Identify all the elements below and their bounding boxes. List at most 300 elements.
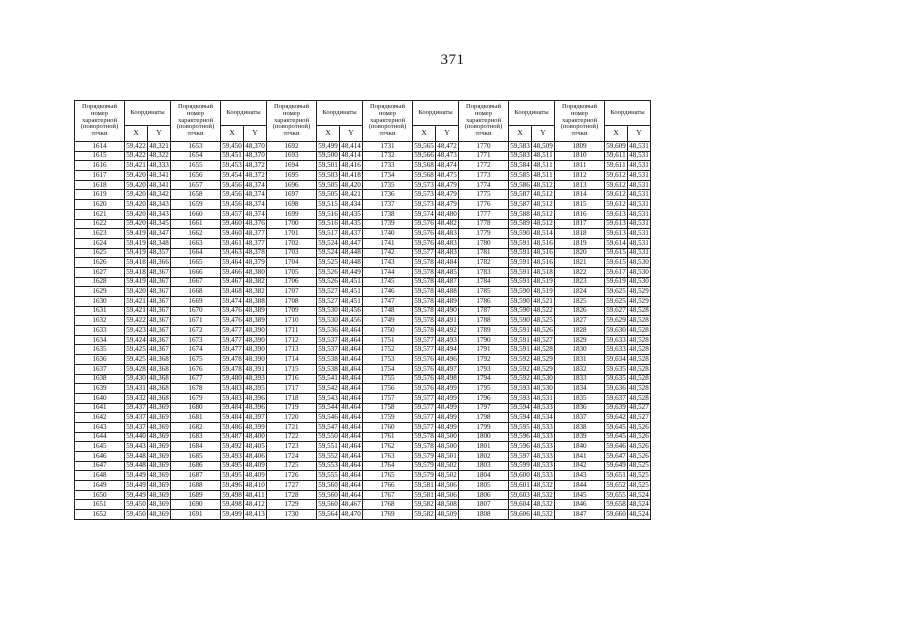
point-number-cell: 1637 [75,364,125,374]
point-number-cell: 1773 [459,171,509,181]
point-number-cell: 1632 [75,316,125,326]
y-coordinate-cell: 48,533 [533,432,553,441]
point-number-cell: 1809 [555,142,605,152]
point-number-cell: 1647 [75,461,125,471]
x-coordinate-cell: 59,573 [414,190,434,199]
point-number-cell: 1789 [459,326,509,336]
x-coordinate-cell: 59,560 [318,500,338,509]
point-number-cell: 1741 [363,238,413,248]
y-coordinate-cell: 48,532 [533,490,553,499]
y-coordinate-cell: 48,369 [149,490,169,499]
y-coordinate-cell: 48,369 [149,413,169,422]
x-coordinate-cell: 59,530 [318,316,338,325]
y-coordinate-cell: 48,374 [245,199,265,208]
y-coordinate-cell: 48,374 [245,180,265,189]
x-coordinate-cell: 59,589 [510,219,530,228]
point-number-cell: 1794 [459,374,509,384]
point-number-cell: 1842 [555,461,605,471]
coordinates-header: Координаты [317,101,363,126]
coordinates-table [74,100,651,520]
point-number-cell: 1724 [267,452,317,462]
point-number-cell: 1734 [363,171,413,181]
coordinates-header: Координаты [221,101,267,126]
x-coordinate-cell: 59,566 [414,151,434,160]
point-number-cell: 1769 [363,510,413,520]
point-number-cell: 1625 [75,248,125,258]
y-coordinate-cell: 48,531 [629,209,649,218]
x-coordinate-cell: 59,590 [510,296,530,305]
x-coordinate-cell: 59,594 [510,413,530,422]
x-axis-header: X [221,126,244,142]
point-number-cell: 1746 [363,287,413,297]
y-coordinate-cell: 48,529 [533,354,553,363]
point-number-cell: 1807 [459,500,509,510]
point-number-cell: 1643 [75,422,125,432]
point-number-cell: 1801 [459,442,509,452]
x-coordinate-cell: 59,578 [414,316,434,325]
x-coordinate-cell: 59,437 [126,403,146,412]
point-number-cell: 1631 [75,306,125,316]
point-number-cell: 1709 [267,306,317,316]
y-coordinate-cell: 48,509 [533,141,553,150]
y-coordinate-cell: 48,369 [149,403,169,412]
y-coordinate-cell: 48,322 [149,151,169,160]
point-number-cell: 1805 [459,481,509,491]
y-coordinate-cell: 48,532 [533,480,553,489]
y-coordinate-cell: 48,343 [149,209,169,218]
point-number-cell: 1694 [267,161,317,171]
y-coordinate-cell: 48,464 [341,471,361,480]
x-coordinate-cell: 59,596 [510,432,530,441]
x-coordinate-cell: 59,565 [414,141,434,150]
x-coordinate-cell: 59,613 [606,228,626,237]
x-coordinate-cell: 59,448 [126,451,146,460]
x-coordinate-cell: 59,619 [606,277,626,286]
y-coordinate-cell: 48,435 [341,219,361,228]
y-coordinate-cell: 48,434 [341,199,361,208]
y-coordinate-cell: 48,341 [149,170,169,179]
x-coordinate-cell: 59,477 [222,325,242,334]
table-row [75,335,651,345]
table-row [75,326,651,336]
table-body [75,142,651,520]
y-coordinate-cell: 48,389 [245,306,265,315]
point-number-cell: 1617 [75,171,125,181]
x-coordinate-cell: 59,579 [414,471,434,480]
table-row [75,452,651,462]
y-coordinate-cell: 48,490 [437,306,457,315]
y-coordinate-cell: 48,367 [149,316,169,325]
y-coordinate-cell: 48,382 [245,287,265,296]
y-coordinate-cell: 48,369 [149,509,169,518]
y-coordinate-cell: 48,380 [245,267,265,276]
y-coordinate-cell: 48,396 [245,393,265,402]
y-coordinate-cell: 48,367 [149,287,169,296]
y-coordinate-cell: 48,372 [245,161,265,170]
point-number-cell: 1692 [267,142,317,152]
x-coordinate-cell: 59,660 [606,509,626,518]
x-coordinate-cell: 59,422 [126,151,146,160]
x-coordinate-cell: 59,420 [126,209,146,218]
y-coordinate-cell: 48,496 [437,354,457,363]
y-coordinate-cell: 48,484 [437,258,457,267]
x-coordinate-cell: 59,637 [606,393,626,402]
x-coordinate-cell: 59,474 [222,296,242,305]
x-coordinate-cell: 59,454 [222,170,242,179]
point-number-cell: 1678 [171,384,221,394]
point-number-cell: 1706 [267,277,317,287]
y-coordinate-cell: 48,464 [341,345,361,354]
x-coordinate-cell: 59,593 [510,393,530,402]
point-number-cell: 1800 [459,432,509,442]
y-coordinate-cell: 48,377 [245,238,265,247]
table-row [75,258,651,268]
x-coordinate-cell: 59,591 [510,258,530,267]
point-number-cell: 1798 [459,413,509,423]
y-coordinate-cell: 48,483 [437,228,457,237]
y-coordinate-cell: 48,528 [629,383,649,392]
y-coordinate-cell: 48,506 [437,490,457,499]
y-coordinate-cell: 48,530 [533,383,553,392]
point-number-cell: 1736 [363,190,413,200]
x-coordinate-cell: 59,461 [222,238,242,247]
y-axis-header: Y [244,126,267,142]
y-coordinate-cell: 48,522 [533,306,553,315]
x-coordinate-cell: 59,476 [222,306,242,315]
point-number-cell: 1628 [75,277,125,287]
point-number-cell: 1796 [459,393,509,403]
point-number-cell: 1654 [171,151,221,161]
y-coordinate-cell: 48,532 [533,500,553,509]
y-coordinate-cell: 48,456 [341,306,361,315]
y-coordinate-cell: 48,396 [245,403,265,412]
x-coordinate-cell: 59,576 [414,364,434,373]
y-coordinate-cell: 48,488 [437,287,457,296]
table-row [75,200,651,210]
x-coordinate-cell: 59,467 [222,277,242,286]
y-coordinate-cell: 48,395 [245,383,265,392]
point-number-cell: 1670 [171,306,221,316]
y-coordinate-cell: 48,512 [533,219,553,228]
point-number-cell: 1787 [459,306,509,316]
x-coordinate-cell: 59,477 [222,345,242,354]
x-coordinate-cell: 59,419 [126,248,146,257]
x-coordinate-cell: 59,530 [318,306,338,315]
point-number-cell: 1677 [171,374,221,384]
y-coordinate-cell: 48,449 [341,267,361,276]
x-coordinate-cell: 59,629 [606,316,626,325]
point-number-cell: 1844 [555,481,605,491]
point-number-cell: 1744 [363,267,413,277]
x-coordinate-cell: 59,425 [126,354,146,363]
y-coordinate-cell: 48,451 [341,277,361,286]
point-number-cell: 1719 [267,403,317,413]
y-coordinate-cell: 48,526 [629,422,649,431]
y-coordinate-cell: 48,512 [533,180,553,189]
x-coordinate-cell: 59,576 [414,354,434,363]
x-coordinate-cell: 59,437 [126,413,146,422]
x-axis-header: X [125,126,148,142]
y-coordinate-cell: 48,527 [629,413,649,422]
point-number-cell: 1828 [555,326,605,336]
x-coordinate-cell: 59,420 [126,180,146,189]
point-number-cell: 1728 [267,490,317,500]
y-coordinate-cell: 48,399 [245,422,265,431]
x-coordinate-cell: 59,585 [510,170,530,179]
x-coordinate-cell: 59,460 [222,228,242,237]
y-coordinate-cell: 48,368 [149,364,169,373]
x-coordinate-cell: 59,645 [606,422,626,431]
y-coordinate-cell: 48,531 [629,238,649,247]
x-coordinate-cell: 59,550 [318,432,338,441]
x-coordinate-cell: 59,537 [318,345,338,354]
x-coordinate-cell: 59,498 [222,500,242,509]
point-number-cell: 1664 [171,248,221,258]
point-number-cell: 1645 [75,442,125,452]
y-coordinate-cell: 48,526 [533,325,553,334]
y-coordinate-cell: 48,333 [149,161,169,170]
y-coordinate-cell: 48,368 [149,354,169,363]
y-coordinate-cell: 48,368 [149,374,169,383]
x-coordinate-cell: 59,552 [318,451,338,460]
y-coordinate-cell: 48,501 [437,451,457,460]
x-coordinate-cell: 59,617 [606,267,626,276]
x-coordinate-cell: 59,576 [414,228,434,237]
x-coordinate-cell: 59,477 [222,335,242,344]
y-coordinate-cell: 48,464 [341,335,361,344]
x-coordinate-cell: 59,538 [318,364,338,373]
point-number-cell: 1737 [363,200,413,210]
x-coordinate-cell: 59,633 [606,345,626,354]
y-coordinate-cell: 48,368 [149,383,169,392]
x-coordinate-cell: 59,596 [510,442,530,451]
point-number-cell: 1697 [267,190,317,200]
x-coordinate-cell: 59,495 [222,471,242,480]
y-coordinate-cell: 48,377 [245,228,265,237]
point-number-cell: 1834 [555,384,605,394]
point-number-cell: 1642 [75,413,125,423]
y-coordinate-cell: 48,479 [437,199,457,208]
x-coordinate-cell: 59,581 [414,490,434,499]
x-coordinate-cell: 59,425 [126,345,146,354]
point-number-cell: 1662 [171,229,221,239]
y-coordinate-cell: 48,528 [629,374,649,383]
point-number-cell: 1703 [267,248,317,258]
x-coordinate-cell: 59,543 [318,393,338,402]
y-coordinate-cell: 48,345 [149,219,169,228]
coordinates-header: Координаты [509,101,555,126]
y-coordinate-cell: 48,529 [629,296,649,305]
point-number-cell: 1629 [75,287,125,297]
point-number-cell: 1791 [459,345,509,355]
y-coordinate-cell: 48,367 [149,296,169,305]
point-number-cell: 1750 [363,326,413,336]
y-coordinate-cell: 48,531 [629,190,649,199]
y-coordinate-cell: 48,367 [149,335,169,344]
y-coordinate-cell: 48,531 [629,180,649,189]
table-row [75,345,651,355]
y-coordinate-cell: 48,499 [437,403,457,412]
x-coordinate-cell: 59,440 [126,432,146,441]
x-coordinate-cell: 59,646 [606,442,626,451]
point-number-cell: 1726 [267,471,317,481]
x-coordinate-cell: 59,630 [606,325,626,334]
x-coordinate-cell: 59,460 [222,219,242,228]
point-number-cell: 1722 [267,432,317,442]
point-number-cell: 1778 [459,219,509,229]
y-coordinate-cell: 48,437 [341,228,361,237]
point-number-cell: 1714 [267,355,317,365]
x-coordinate-cell: 59,526 [318,277,338,286]
point-number-cell: 1707 [267,287,317,297]
y-coordinate-cell: 48,533 [533,422,553,431]
point-number-cell: 1813 [555,180,605,190]
point-number-cell: 1780 [459,238,509,248]
x-coordinate-cell: 59,466 [222,267,242,276]
x-coordinate-cell: 59,625 [606,296,626,305]
x-coordinate-cell: 59,568 [414,161,434,170]
x-coordinate-cell: 59,499 [318,141,338,150]
x-coordinate-cell: 59,647 [606,451,626,460]
x-coordinate-cell: 59,493 [222,451,242,460]
point-number-cell: 1837 [555,413,605,423]
point-number-cell: 1838 [555,422,605,432]
table-row [75,171,651,181]
point-number-cell: 1819 [555,238,605,248]
y-coordinate-cell: 48,357 [149,248,169,257]
y-coordinate-cell: 48,342 [149,190,169,199]
point-number-cell: 1683 [171,432,221,442]
point-number-cell: 1693 [267,151,317,161]
x-coordinate-cell: 59,576 [414,219,434,228]
y-coordinate-cell: 48,464 [341,422,361,431]
y-coordinate-cell: 48,464 [341,413,361,422]
x-coordinate-cell: 59,420 [126,170,146,179]
x-coordinate-cell: 59,564 [318,509,338,518]
point-number-cell: 1843 [555,471,605,481]
x-coordinate-cell: 59,611 [606,161,626,170]
x-coordinate-cell: 59,612 [606,170,626,179]
y-coordinate-cell: 48,491 [437,316,457,325]
x-coordinate-cell: 59,599 [510,461,530,470]
y-coordinate-cell: 48,531 [629,161,649,170]
x-coordinate-cell: 59,592 [510,374,530,383]
x-coordinate-cell: 59,419 [126,277,146,286]
point-number-cell: 1793 [459,364,509,374]
y-coordinate-cell: 48,528 [629,306,649,315]
x-coordinate-cell: 59,483 [222,383,242,392]
point-number-cell: 1723 [267,442,317,452]
point-number-cell: 1825 [555,297,605,307]
x-coordinate-cell: 59,573 [414,199,434,208]
point-number-cell: 1821 [555,258,605,268]
point-number-cell: 1650 [75,490,125,500]
point-number-cell: 1665 [171,258,221,268]
point-number-cell: 1680 [171,403,221,413]
point-number-cell: 1784 [459,277,509,287]
x-coordinate-cell: 59,495 [222,461,242,470]
y-coordinate-cell: 48,525 [629,461,649,470]
x-coordinate-cell: 59,492 [222,442,242,451]
point-number-cell: 1721 [267,422,317,432]
point-number-cell: 1739 [363,219,413,229]
y-coordinate-cell: 48,343 [149,199,169,208]
point-number-header: Порядковый номер характерной (поворотной) точки [171,101,221,142]
point-number-cell: 1804 [459,471,509,481]
point-number-cell: 1731 [363,142,413,152]
point-number-cell: 1727 [267,481,317,491]
table-row [75,481,651,491]
point-number-cell: 1772 [459,161,509,171]
point-number-cell: 1759 [363,413,413,423]
x-coordinate-cell: 59,582 [414,500,434,509]
x-coordinate-cell: 59,584 [510,161,530,170]
y-coordinate-cell: 48,527 [629,403,649,412]
y-coordinate-cell: 48,529 [629,287,649,296]
point-number-cell: 1718 [267,393,317,403]
x-coordinate-cell: 59,578 [414,442,434,451]
point-number-cell: 1839 [555,432,605,442]
x-coordinate-cell: 59,476 [222,316,242,325]
y-coordinate-cell: 48,464 [341,393,361,402]
x-coordinate-cell: 59,525 [318,258,338,267]
table-row [75,219,651,229]
y-coordinate-cell: 48,525 [629,480,649,489]
x-coordinate-cell: 59,437 [126,422,146,431]
x-axis-header: X [605,126,628,142]
point-number-cell: 1634 [75,335,125,345]
x-coordinate-cell: 59,541 [318,374,338,383]
y-coordinate-cell: 48,479 [437,180,457,189]
table-row [75,190,651,200]
point-number-cell: 1824 [555,287,605,297]
x-coordinate-cell: 59,449 [126,471,146,480]
point-number-cell: 1704 [267,258,317,268]
y-coordinate-cell: 48,390 [245,354,265,363]
point-number-cell: 1711 [267,326,317,336]
x-coordinate-cell: 59,581 [414,480,434,489]
point-number-cell: 1690 [171,500,221,510]
point-number-cell: 1817 [555,219,605,229]
point-number-header: Порядковый номер характерной (поворотной) точки [363,101,413,142]
point-number-cell: 1740 [363,229,413,239]
y-coordinate-cell: 48,435 [341,209,361,218]
x-coordinate-cell: 59,587 [510,190,530,199]
y-coordinate-cell: 48,391 [245,364,265,373]
x-coordinate-cell: 59,515 [318,199,338,208]
y-coordinate-cell: 48,529 [533,364,553,373]
header-row-top [75,101,651,126]
point-number-cell: 1753 [363,355,413,365]
y-coordinate-cell: 48,475 [437,170,457,179]
x-coordinate-cell: 59,423 [126,325,146,334]
y-coordinate-cell: 48,464 [341,374,361,383]
point-number-cell: 1760 [363,422,413,432]
y-coordinate-cell: 48,367 [149,277,169,286]
point-number-cell: 1771 [459,151,509,161]
y-axis-header: Y [148,126,171,142]
point-number-cell: 1720 [267,413,317,423]
point-number-cell: 1810 [555,151,605,161]
x-coordinate-cell: 59,560 [318,490,338,499]
point-number-cell: 1766 [363,481,413,491]
y-coordinate-cell: 48,516 [533,238,553,247]
table-row [75,238,651,248]
table-row [75,393,651,403]
x-coordinate-cell: 59,645 [606,432,626,441]
coordinates-header: Координаты [125,101,171,126]
y-coordinate-cell: 48,411 [245,490,265,499]
